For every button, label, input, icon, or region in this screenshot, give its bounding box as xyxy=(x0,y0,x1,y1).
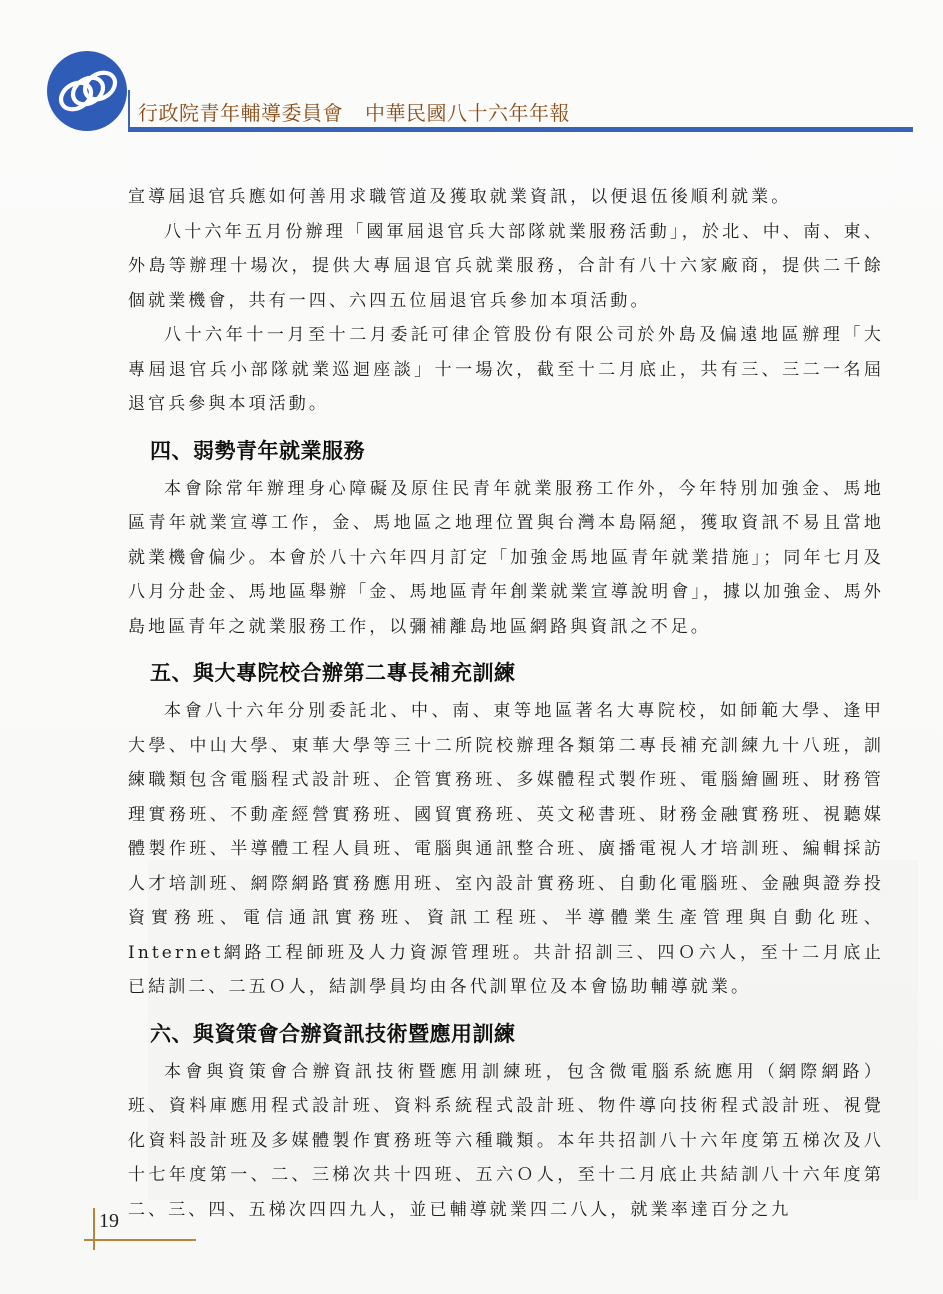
paragraph-4: 本會除常年辦理身心障礙及原住民青年就業服務工作外，今年特別加強金、馬地區青年就業宣導工作，金、馬地區之地理位置與台灣本島隔絕，獲取資訊不易且當地就業機會偏少。本會於八十六年四月訂定「加強金馬地區青年就業措施」；同年七月及八月分赴金、馬地區舉辦「金、馬地區青年創業就業宣導說明會」，據以加強金、馬外島地區青年之就業服務工作，以彌補離島地區網路與資訊之不足。 xyxy=(128,478,884,637)
header-title xyxy=(138,97,570,126)
main-content xyxy=(128,180,884,1227)
header-vertical-rule xyxy=(128,90,130,132)
header-org: 行政院青年輔導委員會 xyxy=(138,101,343,125)
section-heading-6: 六、與資策會合辦資訊技術暨應用訓練 xyxy=(150,1021,516,1046)
header-report: 中華民國八十六年年報 xyxy=(365,101,570,125)
paragraph-5: 本會八十六年分別委託北、中、南、東等地區著名大專院校，如師範大學、逢甲大學、中山大學、東華大學等三十二所院校辦理各類第二專長補充訓練九十八班，訓練職類包含電腦程式設計班、企管實務班、多媒體程式製作班、電腦繪圖班、財務管理實務班、不動產經營實務班、國貿實務班、英文秘書班、財務金融實務班、視聽媒體製作班、半導體工程人員班、電腦與通訊整合班、廣播電視人才培訓班、編輯採訪人才培訓班、網際網路實務應用班、室內設計實務班、自動化電腦班、金融與證券投資實務班、電信通訊實務班、資訊工程班、半導體業生產管理與自動化班、Internet網路工程師班及人力資源管理班。共計招訓三、四Ｏ六人，至十二月底止已結訓二、二五Ｏ人，結訓學員均由各代訓單位及本會協助輔導就業。 xyxy=(128,701,884,997)
paragraph-2: 八十六年五月份辦理「國軍屆退官兵大部隊就業服務活動」，於北、中、南、東、外島等辦理十場次，提供大專屆退官兵就業服務，合計有八十六家廠商，提供二千餘個就業機會，共有一四、六四五位屆退官兵參加本項活動。 xyxy=(128,221,884,311)
paragraph-6: 本會與資策會合辦資訊技術暨應用訓練班，包含微電腦系統應用（網際網路）班、資料庫應用程式設計班、資料系統程式設計班、物件導向技術程式設計班、視覺化資料設計班及多媒體製作實務班等六種職類。本年共招訓八十六年度第五梯次及八十七年度第一、二、三梯次共十四班、五六Ｏ人，至十二月底止共結訓八十六年度第二、三、四、五梯次四四九人，並已輔導就業四二八人，就業率達百分之九 xyxy=(128,1061,884,1220)
section-heading-5: 五、與大專院校合辦第二專長補充訓練 xyxy=(150,661,516,685)
page-number: 19 xyxy=(99,1210,119,1232)
paragraph-3: 八十六年十一月至十二月委託可律企管股份有限公司於外島及偏遠地區辦理「大專屆退官兵小部隊就業巡迴座談」十一場次，截至十二月底止，共有三、三二一名屆退官兵參與本項活動。 xyxy=(128,325,884,414)
header-rule xyxy=(128,127,913,132)
rings-logo-icon xyxy=(46,50,128,132)
footer-vertical-rule xyxy=(93,1208,95,1250)
paragraph-1: 宣導屆退官兵應如何善用求職管道及獲取就業資訊，以便退伍後順利就業。 xyxy=(128,187,792,207)
footer-rule xyxy=(84,1239,196,1241)
section-heading-4: 四、弱勢青年就業服務 xyxy=(150,438,365,463)
